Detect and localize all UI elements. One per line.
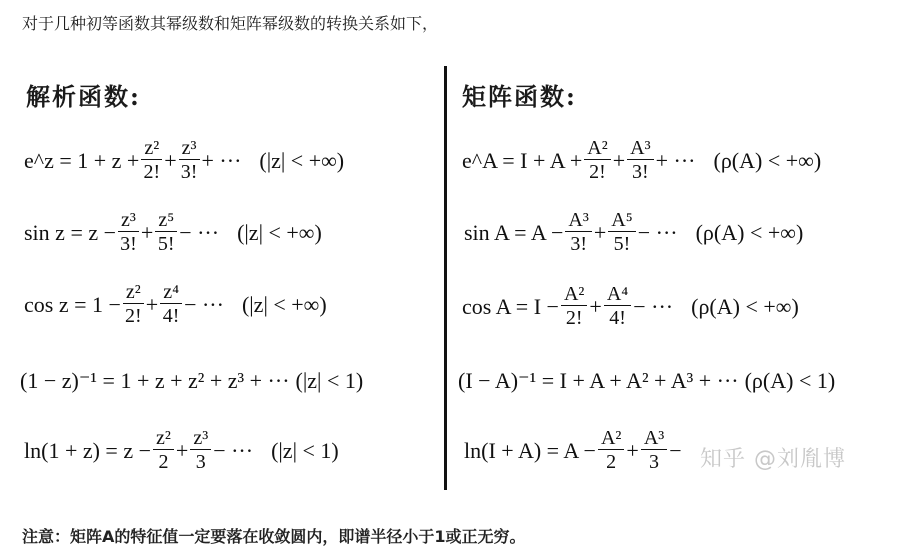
fraction-num: A⁵ <box>608 210 635 232</box>
row-tail: + ··· <box>201 147 242 173</box>
fraction-den: 3! <box>180 161 198 183</box>
left-row-exp <box>24 138 344 183</box>
right-row-exp <box>462 138 821 183</box>
row-op: + <box>145 291 159 317</box>
left-row-geometric <box>20 368 363 394</box>
row-tail: + ··· <box>655 147 696 173</box>
fraction <box>155 210 177 255</box>
row-op: + <box>589 293 602 319</box>
fraction <box>627 138 653 183</box>
fraction-num: z² <box>141 138 162 160</box>
fraction-den: 2! <box>565 307 583 329</box>
row-lhs: e^z = 1 + z + <box>24 147 140 173</box>
fraction <box>561 284 587 329</box>
fraction-num: z³ <box>190 428 211 450</box>
fraction-num: A⁴ <box>604 284 631 306</box>
fraction-den: 3! <box>570 233 587 255</box>
fraction <box>141 138 162 183</box>
fraction <box>584 138 610 183</box>
row-condition: (ρ(A) < +∞) <box>695 219 804 245</box>
row-op: + <box>140 219 154 245</box>
right-row-sin <box>464 210 803 255</box>
row-op: + <box>164 147 177 173</box>
fraction <box>641 428 667 473</box>
fraction <box>123 282 144 327</box>
fraction-den: 3 <box>195 451 206 473</box>
fraction-num: z⁵ <box>155 210 177 232</box>
row-op: + <box>593 219 607 245</box>
fraction-num: z² <box>123 282 144 304</box>
left-row-sin <box>24 210 322 255</box>
row-condition: (|z| < 1) <box>295 368 364 393</box>
fraction <box>598 428 624 473</box>
row-lhs: ln(1 + z) = z − <box>24 437 152 463</box>
fraction-num: A³ <box>627 138 653 160</box>
row-tail: − ··· <box>213 437 254 463</box>
row-condition: (ρ(A) < 1) <box>744 368 836 393</box>
row-tail: − ··· <box>633 293 674 319</box>
right-row-cos <box>462 284 799 329</box>
fraction <box>153 428 174 473</box>
row-lhs: cos z = 1 − <box>24 291 121 317</box>
row-tail: − ··· <box>179 219 220 245</box>
fraction-den: 2 <box>158 451 169 473</box>
fraction <box>604 284 631 329</box>
row-lhs: (I − A)⁻¹ = I + A + A² + A³ + ··· <box>458 368 739 393</box>
row-condition: (|z| < +∞) <box>237 219 322 245</box>
row-tail: − <box>669 437 682 463</box>
row-lhs: sin z = z − <box>24 219 117 245</box>
fraction-den: 5! <box>613 233 631 255</box>
fraction-num: z³ <box>179 138 200 160</box>
row-tail: − ··· <box>184 291 224 317</box>
fraction-num: A² <box>561 284 587 306</box>
fraction-den: 3! <box>120 233 137 255</box>
row-op: + <box>175 437 189 463</box>
fraction-den: 3 <box>649 451 660 473</box>
fraction <box>160 282 182 327</box>
fraction-den: 4! <box>162 305 180 327</box>
right-row-geometric <box>458 368 835 394</box>
row-lhs: ln(I + A) = A − <box>464 437 596 463</box>
row-op: + <box>626 437 639 463</box>
fraction <box>179 138 200 183</box>
watermark: 知乎 @刘胤博 <box>700 447 846 472</box>
fraction-num: A² <box>598 428 624 450</box>
fraction-den: 4! <box>609 307 626 329</box>
row-condition: (|z| < 1) <box>271 437 339 463</box>
row-lhs: cos A = I − <box>462 293 559 319</box>
row-condition: (|z| < +∞) <box>259 147 345 173</box>
fraction-num: z³ <box>118 210 139 232</box>
row-condition: (ρ(A) < +∞) <box>713 147 822 173</box>
fraction-num: z² <box>153 428 174 450</box>
left-row-cos <box>24 282 327 327</box>
intro-text: 对于几种初等函数其幂级数和矩阵幂级数的转换关系如下， <box>22 14 439 33</box>
row-lhs: sin A = A − <box>464 219 564 245</box>
fraction-den: 3! <box>632 161 649 183</box>
column-divider <box>444 66 447 490</box>
row-condition: (ρ(A) < +∞) <box>691 293 799 319</box>
fraction <box>190 428 211 473</box>
fraction-den: 5! <box>157 233 175 255</box>
fraction-num: A³ <box>565 210 591 232</box>
right-row-ln <box>464 428 682 473</box>
fraction-num: A² <box>584 138 610 160</box>
fraction <box>565 210 591 255</box>
fraction-den: 2! <box>125 305 142 327</box>
row-tail: − ··· <box>637 219 678 245</box>
row-lhs: e^A = I + A + <box>462 147 583 173</box>
fraction-den: 2! <box>143 161 161 183</box>
note-text: 注意：矩阵A的特征值一定要落在收敛圆内，即谱半径小于1或正无穷。 <box>22 527 526 546</box>
fraction <box>118 210 139 255</box>
row-op: + <box>612 147 626 173</box>
fraction-num: z⁴ <box>160 282 182 304</box>
left-row-ln <box>24 428 339 473</box>
row-condition: (|z| < +∞) <box>241 291 327 317</box>
row-lhs: (1 − z)⁻¹ = 1 + z + z² + z³ + ··· <box>20 368 290 393</box>
fraction-num: A³ <box>641 428 667 450</box>
fraction <box>608 210 635 255</box>
left-heading: 解析函数: <box>26 82 141 111</box>
fraction-den: 2! <box>589 161 606 183</box>
right-heading: 矩阵函数: <box>462 82 577 111</box>
fraction-den: 2 <box>606 451 617 473</box>
